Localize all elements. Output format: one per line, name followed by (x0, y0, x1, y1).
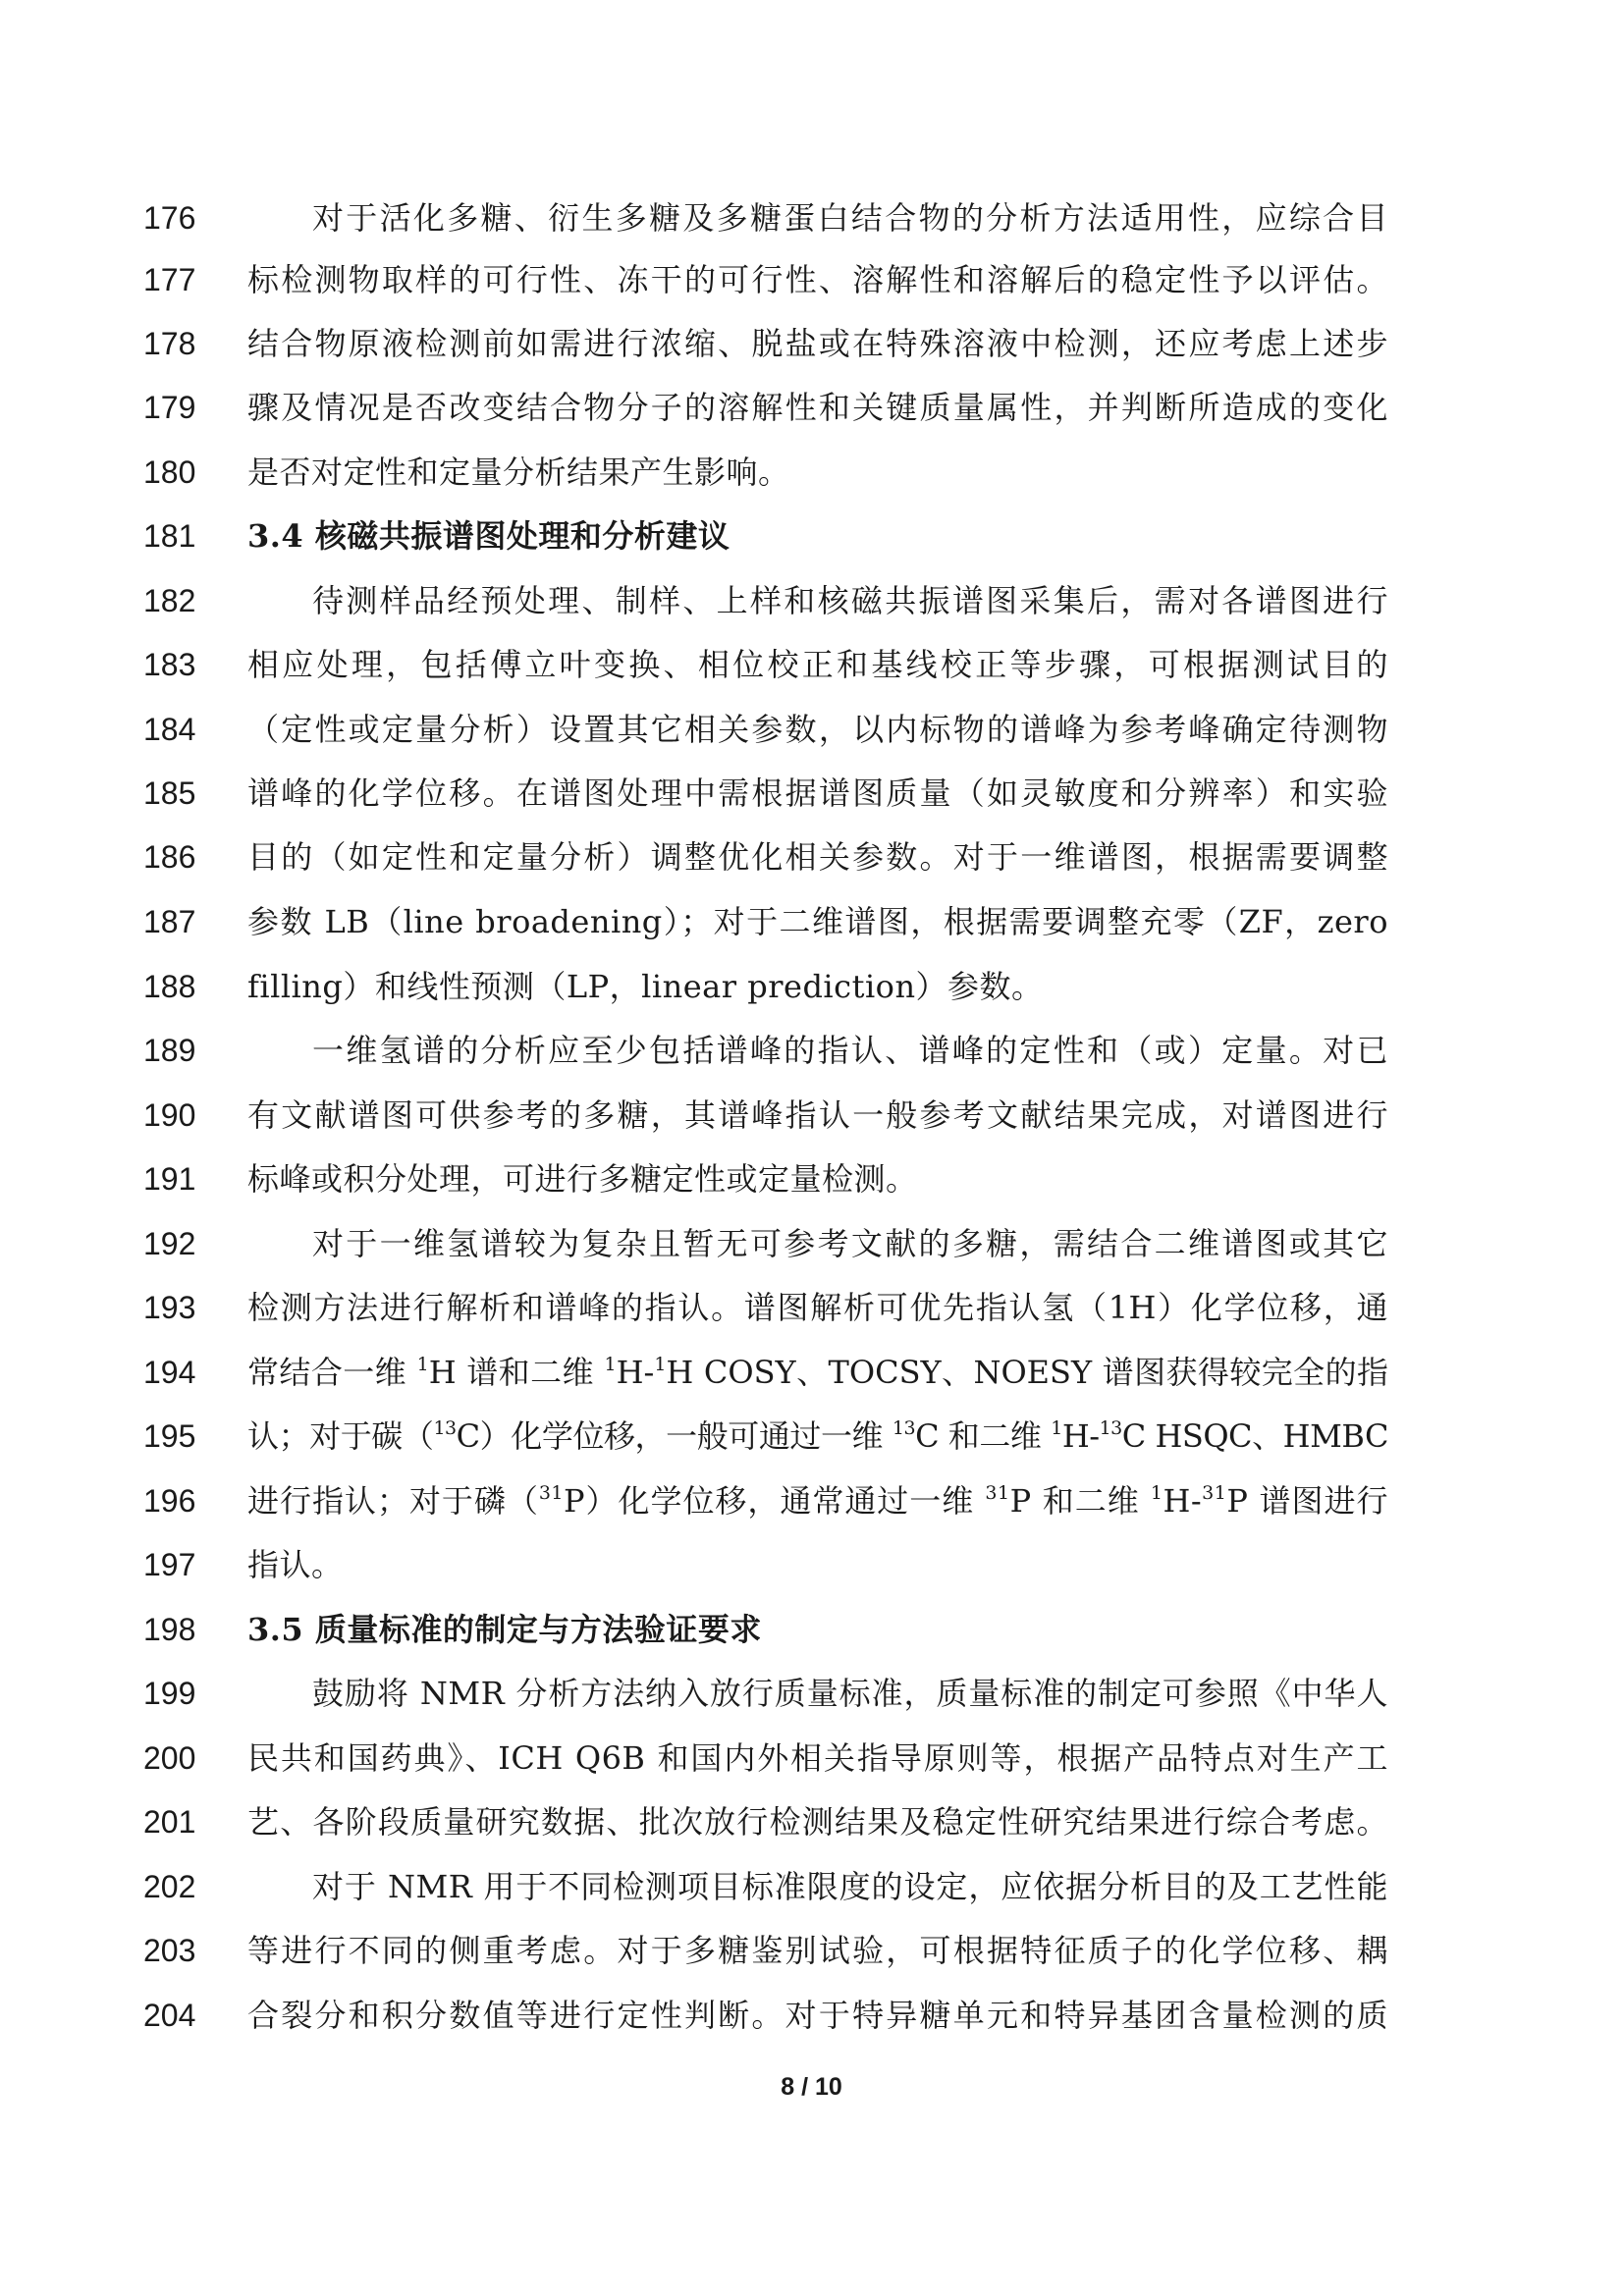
line-text: 是否对定性和定量分析结果产生影响。 (247, 454, 790, 491)
line-number: 185 (143, 775, 196, 811)
line-text: 合裂分和积分数值等进行定性判断。对于特异糖单元和特异基团含量检测的质 (247, 1997, 1388, 2034)
text-line (0, 1792, 1623, 1851)
line-number: 188 (143, 969, 196, 1004)
line-text: 指认。 (247, 1546, 344, 1583)
text-line (0, 892, 1623, 951)
text-line (0, 1535, 1623, 1594)
line-number: 178 (143, 326, 196, 361)
line-text: 一维氢谱的分析应至少包括谱峰的指认、谱峰的定性和（或）定量。对已 (312, 1032, 1388, 1069)
line-text: 骤及情况是否改变结合物分子的溶解性和关键质量属性，并判断所造成的变化 (247, 389, 1388, 426)
line-number: 200 (143, 1740, 196, 1776)
line-number: 202 (143, 1869, 196, 1904)
line-text: 对于 NMR 用于不同检测项目标准限度的设定，应依据分析目的及工艺性能 (312, 1868, 1388, 1905)
text-line (0, 571, 1623, 630)
line-text: 艺、各阶段质量研究数据、批次放行检测结果及稳定性研究结果进行综合考虑。 (247, 1803, 1388, 1841)
line-text: 对于活化多糖、衍生多糖及多糖蛋白结合物的分析方法适用性，应综合目 (312, 199, 1388, 237)
text-line (0, 1343, 1623, 1402)
text-line (0, 1471, 1623, 1530)
section-heading-line (0, 507, 1623, 565)
text-line (0, 1664, 1623, 1723)
text-line (0, 1278, 1623, 1337)
text-line (0, 1857, 1623, 1916)
text-line (0, 1149, 1623, 1208)
line-text: 有文献谱图可供参考的多糖，其谱峰指认一般参考文献结果完成，对谱图进行 (247, 1096, 1388, 1134)
section-heading-line (0, 1600, 1623, 1659)
line-text: 谱峰的化学位移。在谱图处理中需根据谱图质量（如灵敏度和分辨率）和实验 (247, 774, 1388, 812)
text-line (0, 957, 1623, 1016)
text-line (0, 1921, 1623, 1980)
line-number: 194 (143, 1355, 196, 1390)
line-text: 等进行不同的侧重考虑。对于多糖鉴别试验，可根据特征质子的化学位移、耦 (247, 1932, 1388, 1969)
line-number: 196 (143, 1483, 196, 1519)
line-text: 标峰或积分处理，可进行多糖定性或定量检测。 (247, 1160, 918, 1198)
section-heading: 3.4 核磁共振谱图处理和分析建议 (247, 517, 730, 555)
text-line (0, 314, 1623, 373)
line-text: （定性或定量分析）设置其它相关参数，以内标物的谱峰为参考峰确定待测物 (247, 711, 1388, 748)
line-text: 结合物原液检测前如需进行浓缩、脱盐或在特殊溶液中检测，还应考虑上述步 (247, 325, 1388, 362)
text-line (0, 635, 1623, 694)
line-number: 197 (143, 1547, 196, 1582)
text-line (0, 250, 1623, 309)
line-number: 177 (143, 262, 196, 297)
line-number: 193 (143, 1290, 196, 1325)
line-number: 198 (143, 1612, 196, 1647)
line-number: 181 (143, 518, 196, 554)
line-number: 199 (143, 1676, 196, 1711)
text-line (0, 828, 1623, 886)
text-line (0, 1086, 1623, 1145)
line-number: 180 (143, 454, 196, 490)
text-line (0, 700, 1623, 759)
line-text: 鼓励将 NMR 分析方法纳入放行质量标准，质量标准的制定可参照《中华人 (312, 1675, 1388, 1712)
text-line (0, 378, 1623, 437)
text-line (0, 1986, 1623, 2045)
line-text: 对于一维氢谱较为复杂且暂无可参考文献的多糖，需结合二维谱图或其它 (312, 1225, 1388, 1262)
line-number: 189 (143, 1033, 196, 1068)
line-text: 相应处理，包括傅立叶变换、相位校正和基线校正等步骤，可根据测试目的 (247, 646, 1388, 683)
line-number: 182 (143, 583, 196, 618)
line-text: 参数 LB（line broadening）；对于二维谱图，根据需要调整充零（ZF，zero (247, 903, 1388, 940)
line-number: 183 (143, 647, 196, 682)
text-line (0, 1407, 1623, 1466)
section-heading: 3.5 质量标准的制定与方法验证要求 (247, 1611, 762, 1648)
line-number: 195 (143, 1418, 196, 1454)
line-text: 民共和国药典》、ICH Q6B 和国内外相关指导原则等，根据产品特点对生产工 (247, 1739, 1388, 1777)
text-line (0, 764, 1623, 823)
line-number: 190 (143, 1097, 196, 1133)
line-number: 191 (143, 1161, 196, 1197)
page-number: 8 / 10 (781, 2073, 842, 2101)
line-number: 186 (143, 839, 196, 875)
line-text: 目的（如定性和定量分析）调整优化相关参数。对于一维谱图，根据需要调整 (247, 838, 1388, 876)
line-number: 179 (143, 390, 196, 425)
line-text: 检测方法进行解析和谱峰的指认。谱图解析可优先指认氢（1H）化学位移，通 (247, 1289, 1388, 1326)
line-number: 184 (143, 712, 196, 747)
line-text: 进行指认；对于磷（$^{31}$P）化学位移，通常通过一维 $^{31}$P 和二维 $^1$H-$^{31}$P 谱图进行 (247, 1482, 1388, 1520)
text-line (0, 443, 1623, 502)
line-text: 待测样品经预处理、制样、上样和核磁共振谱图采集后，需对各谱图进行 (312, 582, 1388, 619)
text-line (0, 1729, 1623, 1788)
line-number: 204 (143, 1998, 196, 2033)
line-text: 常结合一维 $^1$H 谱和二维 $^1$H-$^1$H COSY、TOCSY、NOESY 谱图获得较完全的指 (247, 1354, 1388, 1391)
line-number: 187 (143, 904, 196, 939)
line-number: 201 (143, 1804, 196, 1840)
line-text: filling）和线性预测（LP，linear prediction）参数。 (247, 968, 1044, 1005)
line-number: 203 (143, 1933, 196, 1968)
line-number: 192 (143, 1226, 196, 1261)
line-number: 176 (143, 200, 196, 236)
text-line (0, 1021, 1623, 1080)
line-text: 标检测物取样的可行性、冻干的可行性、溶解性和溶解后的稳定性予以评估。 (247, 261, 1388, 298)
text-line (0, 188, 1623, 247)
line-text: 认；对于碳（$^{13}$C）化学位移，一般可通过一维 $^{13}$C 和二维 $^1$H-$^{13}$C HSQC、HMBC (247, 1417, 1388, 1455)
text-line (0, 1214, 1623, 1273)
